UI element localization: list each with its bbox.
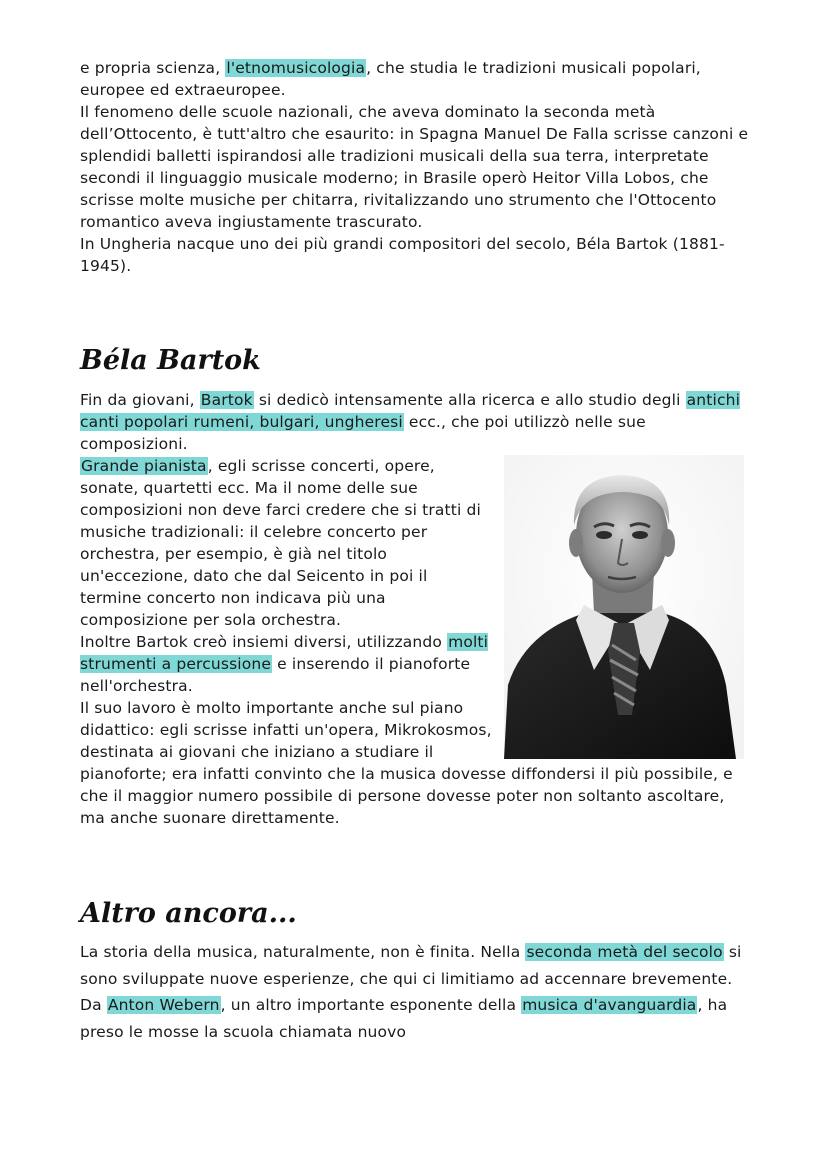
heading-bela-bartok: Béla Bartok [80, 345, 261, 376]
bartok-text: e inserendo il pianoforte nell'orchestra. [80, 655, 471, 695]
highlight-musica-avanguardia: musica d'avanguardia [522, 996, 697, 1014]
highlight-grande-pianista: Grande pianista [81, 457, 207, 475]
altro-paragraph-1 [80, 939, 752, 992]
highlight-seconda-meta: seconda metà del secolo [526, 943, 723, 961]
altro-section [80, 939, 752, 1045]
portrait-photo-icon [504, 455, 744, 759]
bartok-section [80, 389, 752, 829]
altro-text: si sono sviluppate nuove esperienze, che qui ci limitiamo ad accennare brevemente. [80, 943, 742, 988]
bartok-paragraph-1 [80, 389, 752, 455]
intro-paragraph-2: Il fenomeno delle scuole nazionali, che aveva dominato la seconda metà dell’Ottocento, è tutt'altro che esaurito: in Spagna Manuel De Falla scrisse canzoni e splendidi balletti ispirandosi alle tradizioni musicali della sua terra, interpretate secondi il linguaggio musicale moderno; in Brasile operò Heitor Villa Lobos, che scrisse molte musiche per chitarra, rivitalizzando uno strumento che l'Ottocento romantico aveva ingiustamente trascurato. [80, 103, 749, 231]
intro-paragraph-1 [80, 57, 752, 101]
highlight-bartok: Bartok [200, 391, 253, 409]
intro-paragraph-3: In Ungheria nacque uno dei più grandi compositori del secolo, Béla Bartok (1881-1945). [80, 235, 725, 275]
bartok-text: Fin da giovani, [80, 391, 200, 409]
bartok-paragraph-4: Il suo lavoro è molto importante anche sul piano didattico: egli scrisse infatti un'opera, Mikrokosmos, destinata ai giovani che iniziano a studiare il pianoforte; era infatti convinto che la musica dovesse diffondersi il più possibile, e che il maggior numero possibile di persone dovesse poter non soltanto ascoltare, ma anche suonare direttamente. [80, 699, 733, 827]
altro-text: , un altro importante esponente della [220, 996, 522, 1014]
bartok-portrait [504, 455, 744, 759]
highlight-etnomusicologia: l'etnomusicologia [226, 59, 366, 77]
highlight-strumenti-percussione: molti strumenti a percussione [80, 633, 489, 673]
altro-text: La storia della musica, naturalmente, non è finita. Nella [80, 943, 526, 961]
altro-text: Da [80, 996, 107, 1014]
highlight-canti-popolari: antichi canti popolari rumeni, bulgari, ungheresi [80, 391, 741, 431]
altro-paragraph-2 [80, 992, 752, 1045]
bartok-text: , egli scrisse concerti, opere, sonate, quartetti ecc. Ma il nome delle sue composizioni non deve farci credere che si tratti di musiche tradizionali: il celebre concerto per orchestra, per esempio, è già nel titolo un'eccezione, dato che dal Seicento in poi il termine concerto non indicava più una composizione per sola orchestra. [80, 457, 481, 629]
bartok-text: si dedicò intensamente alla ricerca e allo studio degli [253, 391, 686, 409]
intro-text: e propria scienza, [80, 59, 226, 77]
heading-altro-ancora: Altro ancora... [80, 898, 297, 929]
bartok-text: ecc., che poi utilizzò nelle sue composizioni. [80, 413, 646, 453]
altro-text: , ha preso le mosse la scuola chiamata nuovo [80, 996, 728, 1041]
highlight-anton-webern: Anton Webern [107, 996, 220, 1014]
intro-section [80, 57, 752, 277]
bartok-text: Inoltre Bartok creò insiemi diversi, utilizzando [80, 633, 448, 651]
intro-text: , che studia le tradizioni musicali popolari, europee ed extraeuropee. [80, 59, 701, 99]
